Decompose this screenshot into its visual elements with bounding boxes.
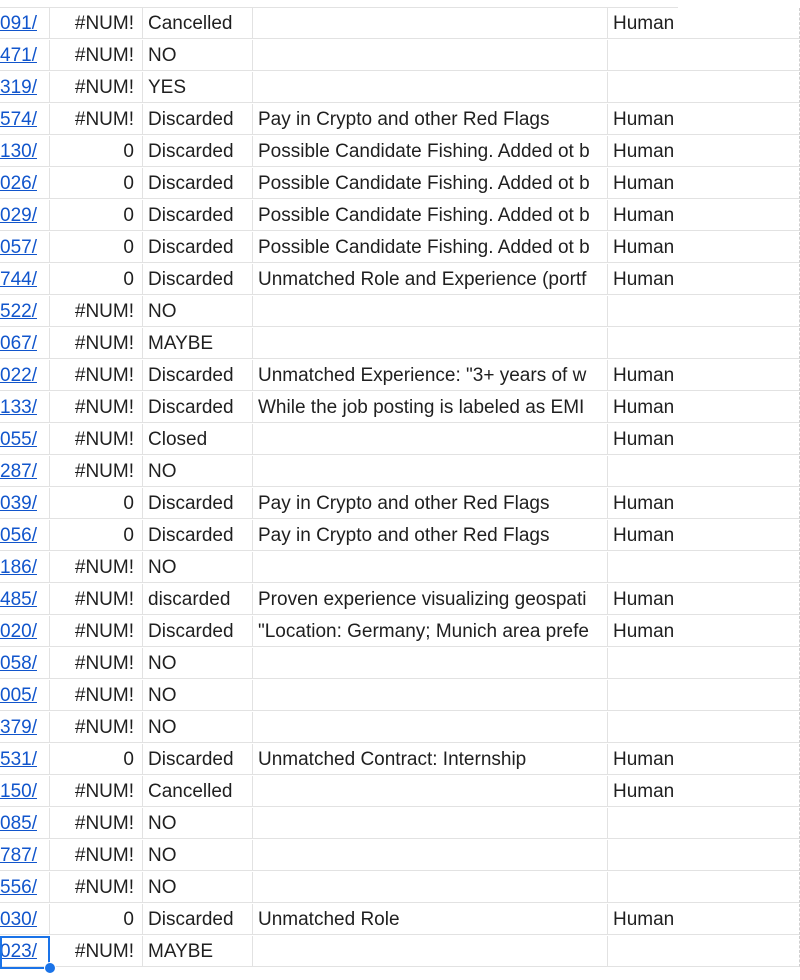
reason-cell[interactable]	[253, 40, 608, 71]
link-cell[interactable]	[0, 392, 50, 423]
status-cell[interactable]: NO	[143, 840, 253, 871]
table-row[interactable]	[0, 104, 800, 136]
reason-cell[interactable]: Possible Candidate Fishing. Added ot b	[253, 232, 608, 263]
empty-cell[interactable]	[678, 552, 800, 583]
reason-cell[interactable]	[253, 808, 608, 839]
reason-cell[interactable]: Pay in Crypto and other Red Flags	[253, 104, 608, 135]
link-cell[interactable]	[0, 296, 50, 327]
url-link[interactable]: 556/	[0, 877, 37, 898]
table-row[interactable]	[0, 584, 800, 616]
empty-cell[interactable]	[678, 456, 800, 487]
status-cell[interactable]: NO	[143, 648, 253, 679]
table-row[interactable]	[0, 136, 800, 168]
url-link[interactable]: 020/	[0, 621, 37, 642]
source-cell[interactable]	[608, 296, 678, 327]
status-cell[interactable]: Discarded	[143, 200, 253, 231]
source-cell[interactable]: Human	[608, 168, 678, 199]
url-link[interactable]: 091/	[0, 13, 37, 34]
score-cell[interactable]: #NUM!	[50, 648, 143, 679]
source-cell[interactable]: Human	[608, 200, 678, 231]
score-cell[interactable]: #NUM!	[50, 776, 143, 807]
empty-cell[interactable]	[678, 72, 800, 103]
status-cell[interactable]: YES	[143, 72, 253, 103]
link-cell[interactable]	[0, 872, 50, 903]
status-cell[interactable]: Discarded	[143, 360, 253, 391]
link-cell[interactable]	[0, 616, 50, 647]
reason-cell[interactable]: Pay in Crypto and other Red Flags	[253, 488, 608, 519]
table-row[interactable]	[0, 872, 800, 904]
reason-cell[interactable]: "Location: Germany; Munich area prefe	[253, 616, 608, 647]
link-cell[interactable]	[0, 360, 50, 391]
reason-cell[interactable]: Possible Candidate Fishing. Added ot b	[253, 200, 608, 231]
empty-cell[interactable]	[678, 136, 800, 167]
link-cell[interactable]	[0, 328, 50, 359]
reason-cell[interactable]	[253, 424, 608, 455]
link-cell[interactable]	[0, 424, 50, 455]
reason-cell[interactable]: While the job posting is labeled as EMI	[253, 392, 608, 423]
reason-cell[interactable]	[253, 712, 608, 743]
link-cell[interactable]	[0, 808, 50, 839]
status-cell[interactable]: NO	[143, 712, 253, 743]
source-cell[interactable]	[608, 648, 678, 679]
empty-cell[interactable]	[678, 200, 800, 231]
reason-cell[interactable]	[253, 296, 608, 327]
table-row[interactable]	[0, 8, 800, 40]
table-row[interactable]	[0, 168, 800, 200]
empty-cell[interactable]	[678, 712, 800, 743]
source-cell[interactable]	[608, 328, 678, 359]
empty-cell[interactable]	[678, 840, 800, 871]
empty-cell[interactable]	[678, 520, 800, 551]
source-cell[interactable]: Human	[608, 904, 678, 935]
empty-cell[interactable]	[678, 808, 800, 839]
table-row[interactable]	[0, 936, 800, 968]
reason-cell[interactable]	[253, 72, 608, 103]
table-row[interactable]	[0, 520, 800, 552]
empty-cell[interactable]	[678, 648, 800, 679]
status-cell[interactable]: discarded	[143, 584, 253, 615]
link-cell[interactable]	[0, 744, 50, 775]
source-cell[interactable]	[608, 840, 678, 871]
source-cell[interactable]	[608, 712, 678, 743]
table-row[interactable]	[0, 488, 800, 520]
url-link[interactable]: 787/	[0, 845, 37, 866]
source-cell[interactable]	[608, 680, 678, 711]
score-cell[interactable]: 0	[50, 168, 143, 199]
table-row[interactable]	[0, 648, 800, 680]
url-link[interactable]: 485/	[0, 589, 37, 610]
score-cell[interactable]: #NUM!	[50, 936, 143, 967]
source-cell[interactable]: Human	[608, 584, 678, 615]
score-cell[interactable]: #NUM!	[50, 552, 143, 583]
table-row[interactable]	[0, 808, 800, 840]
source-cell[interactable]	[608, 808, 678, 839]
table-row[interactable]	[0, 424, 800, 456]
status-cell[interactable]: NO	[143, 872, 253, 903]
reason-cell[interactable]	[253, 776, 608, 807]
source-cell[interactable]	[608, 872, 678, 903]
table-row[interactable]	[0, 552, 800, 584]
empty-cell[interactable]	[678, 40, 800, 71]
url-link[interactable]: 133/	[0, 397, 37, 418]
table-row[interactable]	[0, 360, 800, 392]
status-cell[interactable]: Cancelled	[143, 8, 253, 39]
score-cell[interactable]: 0	[50, 904, 143, 935]
link-cell[interactable]	[0, 168, 50, 199]
reason-cell[interactable]	[253, 456, 608, 487]
link-cell[interactable]	[0, 712, 50, 743]
empty-cell[interactable]	[678, 104, 800, 135]
source-cell[interactable]: Human	[608, 8, 678, 39]
source-cell[interactable]: Human	[608, 424, 678, 455]
empty-cell[interactable]	[678, 8, 800, 39]
link-cell[interactable]	[0, 488, 50, 519]
grid-line	[0, 7, 678, 8]
score-cell[interactable]: #NUM!	[50, 328, 143, 359]
reason-cell[interactable]: Possible Candidate Fishing. Added ot b	[253, 136, 608, 167]
url-link[interactable]: 471/	[0, 45, 37, 66]
empty-cell[interactable]	[678, 488, 800, 519]
score-cell[interactable]: #NUM!	[50, 616, 143, 647]
table-row[interactable]	[0, 328, 800, 360]
status-cell[interactable]: NO	[143, 680, 253, 711]
empty-cell[interactable]	[678, 168, 800, 199]
score-cell[interactable]: #NUM!	[50, 840, 143, 871]
reason-cell[interactable]: Possible Candidate Fishing. Added ot b	[253, 168, 608, 199]
status-cell[interactable]: MAYBE	[143, 328, 253, 359]
status-cell[interactable]: MAYBE	[143, 936, 253, 967]
empty-cell[interactable]	[678, 936, 800, 967]
source-cell[interactable]: Human	[608, 744, 678, 775]
link-cell[interactable]	[0, 936, 50, 967]
score-cell[interactable]: #NUM!	[50, 808, 143, 839]
table-row[interactable]	[0, 200, 800, 232]
status-cell[interactable]: Discarded	[143, 616, 253, 647]
score-cell[interactable]: 0	[50, 136, 143, 167]
empty-cell[interactable]	[678, 360, 800, 391]
source-cell[interactable]: Human	[608, 104, 678, 135]
reason-cell[interactable]: Unmatched Experience: "3+ years of w	[253, 360, 608, 391]
source-cell[interactable]	[608, 936, 678, 967]
empty-cell[interactable]	[678, 616, 800, 647]
link-cell[interactable]	[0, 232, 50, 263]
url-link[interactable]: 039/	[0, 493, 37, 514]
url-link[interactable]: 029/	[0, 205, 37, 226]
empty-cell[interactable]	[678, 776, 800, 807]
link-cell[interactable]	[0, 200, 50, 231]
link-cell[interactable]	[0, 72, 50, 103]
status-cell[interactable]: Discarded	[143, 904, 253, 935]
score-cell[interactable]: #NUM!	[50, 584, 143, 615]
empty-cell[interactable]	[678, 232, 800, 263]
url-link[interactable]: 057/	[0, 237, 37, 258]
source-cell[interactable]: Human	[608, 488, 678, 519]
source-cell[interactable]	[608, 456, 678, 487]
status-cell[interactable]: NO	[143, 552, 253, 583]
reason-cell[interactable]	[253, 936, 608, 967]
status-cell[interactable]: Discarded	[143, 744, 253, 775]
empty-cell[interactable]	[678, 392, 800, 423]
empty-cell[interactable]	[678, 424, 800, 455]
link-cell[interactable]	[0, 584, 50, 615]
score-cell[interactable]: 0	[50, 264, 143, 295]
url-link[interactable]: 150/	[0, 781, 37, 802]
empty-cell[interactable]	[678, 744, 800, 775]
score-cell[interactable]: #NUM!	[50, 40, 143, 71]
score-cell[interactable]: 0	[50, 520, 143, 551]
link-cell[interactable]	[0, 40, 50, 71]
source-cell[interactable]	[608, 72, 678, 103]
table-row[interactable]	[0, 616, 800, 648]
table-row[interactable]	[0, 744, 800, 776]
reason-cell[interactable]	[253, 840, 608, 871]
score-cell[interactable]: 0	[50, 200, 143, 231]
source-cell[interactable]	[608, 552, 678, 583]
source-cell[interactable]: Human	[608, 392, 678, 423]
url-link[interactable]: 287/	[0, 461, 37, 482]
status-cell[interactable]: NO	[143, 40, 253, 71]
status-cell[interactable]: NO	[143, 808, 253, 839]
url-link[interactable]: 085/	[0, 813, 37, 834]
reason-cell[interactable]	[253, 872, 608, 903]
url-link[interactable]: 030/	[0, 909, 37, 930]
source-cell[interactable]: Human	[608, 360, 678, 391]
source-cell[interactable]: Human	[608, 520, 678, 551]
status-cell[interactable]: Discarded	[143, 232, 253, 263]
url-link[interactable]: 319/	[0, 77, 37, 98]
url-link[interactable]: 005/	[0, 685, 37, 706]
url-link[interactable]: 067/	[0, 333, 37, 354]
empty-cell[interactable]	[678, 584, 800, 615]
table-row[interactable]	[0, 776, 800, 808]
url-link[interactable]: 058/	[0, 653, 37, 674]
score-cell[interactable]: 0	[50, 232, 143, 263]
table-row[interactable]	[0, 712, 800, 744]
link-cell[interactable]	[0, 456, 50, 487]
status-cell[interactable]: Closed	[143, 424, 253, 455]
reason-cell[interactable]	[253, 8, 608, 39]
source-cell[interactable]: Human	[608, 136, 678, 167]
reason-cell[interactable]: Unmatched Role	[253, 904, 608, 935]
table-row[interactable]	[0, 680, 800, 712]
status-cell[interactable]: Cancelled	[143, 776, 253, 807]
table-row[interactable]	[0, 456, 800, 488]
url-link[interactable]: 056/	[0, 525, 37, 546]
url-link[interactable]: 130/	[0, 141, 37, 162]
link-cell[interactable]	[0, 264, 50, 295]
url-link[interactable]: 026/	[0, 173, 37, 194]
source-cell[interactable]	[608, 40, 678, 71]
status-cell[interactable]: Discarded	[143, 168, 253, 199]
empty-cell[interactable]	[678, 328, 800, 359]
table-row[interactable]	[0, 392, 800, 424]
table-row[interactable]	[0, 840, 800, 872]
reason-cell[interactable]: Unmatched Role and Experience (portf	[253, 264, 608, 295]
score-cell[interactable]: #NUM!	[50, 872, 143, 903]
reason-cell[interactable]	[253, 680, 608, 711]
link-cell[interactable]	[0, 552, 50, 583]
url-link[interactable]: 022/	[0, 365, 37, 386]
status-cell[interactable]: NO	[143, 456, 253, 487]
link-cell[interactable]	[0, 136, 50, 167]
score-cell[interactable]: #NUM!	[50, 296, 143, 327]
link-cell[interactable]	[0, 904, 50, 935]
status-cell[interactable]: Discarded	[143, 488, 253, 519]
reason-cell[interactable]: Pay in Crypto and other Red Flags	[253, 520, 608, 551]
score-cell[interactable]: #NUM!	[50, 424, 143, 455]
url-link[interactable]: 023/	[0, 941, 37, 962]
status-cell[interactable]: Discarded	[143, 392, 253, 423]
empty-cell[interactable]	[678, 904, 800, 935]
score-cell[interactable]: #NUM!	[50, 712, 143, 743]
url-link[interactable]: 574/	[0, 109, 37, 130]
score-cell[interactable]: #NUM!	[50, 360, 143, 391]
score-cell[interactable]: 0	[50, 488, 143, 519]
score-cell[interactable]: #NUM!	[50, 680, 143, 711]
score-cell[interactable]: 0	[50, 744, 143, 775]
score-cell[interactable]: #NUM!	[50, 104, 143, 135]
link-cell[interactable]	[0, 520, 50, 551]
reason-cell[interactable]	[253, 552, 608, 583]
status-cell[interactable]: Discarded	[143, 520, 253, 551]
empty-cell[interactable]	[678, 264, 800, 295]
score-cell[interactable]: #NUM!	[50, 456, 143, 487]
url-link[interactable]: 531/	[0, 749, 37, 770]
score-cell[interactable]: #NUM!	[50, 8, 143, 39]
empty-cell[interactable]	[678, 296, 800, 327]
empty-cell[interactable]	[678, 680, 800, 711]
link-cell[interactable]	[0, 680, 50, 711]
status-cell[interactable]: Discarded	[143, 104, 253, 135]
url-link[interactable]: 379/	[0, 717, 37, 738]
link-cell[interactable]	[0, 776, 50, 807]
table-row[interactable]	[0, 72, 800, 104]
source-cell[interactable]: Human	[608, 232, 678, 263]
empty-cell[interactable]	[678, 872, 800, 903]
fill-handle[interactable]	[44, 962, 56, 974]
table-row[interactable]	[0, 904, 800, 936]
link-cell[interactable]	[0, 840, 50, 871]
link-cell[interactable]	[0, 648, 50, 679]
link-cell[interactable]	[0, 8, 50, 39]
table-row[interactable]	[0, 40, 800, 72]
link-cell[interactable]	[0, 104, 50, 135]
status-cell[interactable]: Discarded	[143, 264, 253, 295]
reason-cell[interactable]: Proven experience visualizing geospati	[253, 584, 608, 615]
source-cell[interactable]: Human	[608, 776, 678, 807]
table-row[interactable]	[0, 264, 800, 296]
source-cell[interactable]: Human	[608, 616, 678, 647]
source-cell[interactable]: Human	[608, 264, 678, 295]
status-cell[interactable]: Discarded	[143, 136, 253, 167]
score-cell[interactable]: #NUM!	[50, 72, 143, 103]
status-cell[interactable]: NO	[143, 296, 253, 327]
table-row[interactable]	[0, 232, 800, 264]
url-link[interactable]: 744/	[0, 269, 37, 290]
reason-cell[interactable]	[253, 648, 608, 679]
url-link[interactable]: 522/	[0, 301, 37, 322]
table-row[interactable]	[0, 296, 800, 328]
url-link[interactable]: 186/	[0, 557, 37, 578]
reason-cell[interactable]	[253, 328, 608, 359]
score-cell[interactable]: #NUM!	[50, 392, 143, 423]
reason-cell[interactable]: Unmatched Contract: Internship	[253, 744, 608, 775]
url-link[interactable]: 055/	[0, 429, 37, 450]
